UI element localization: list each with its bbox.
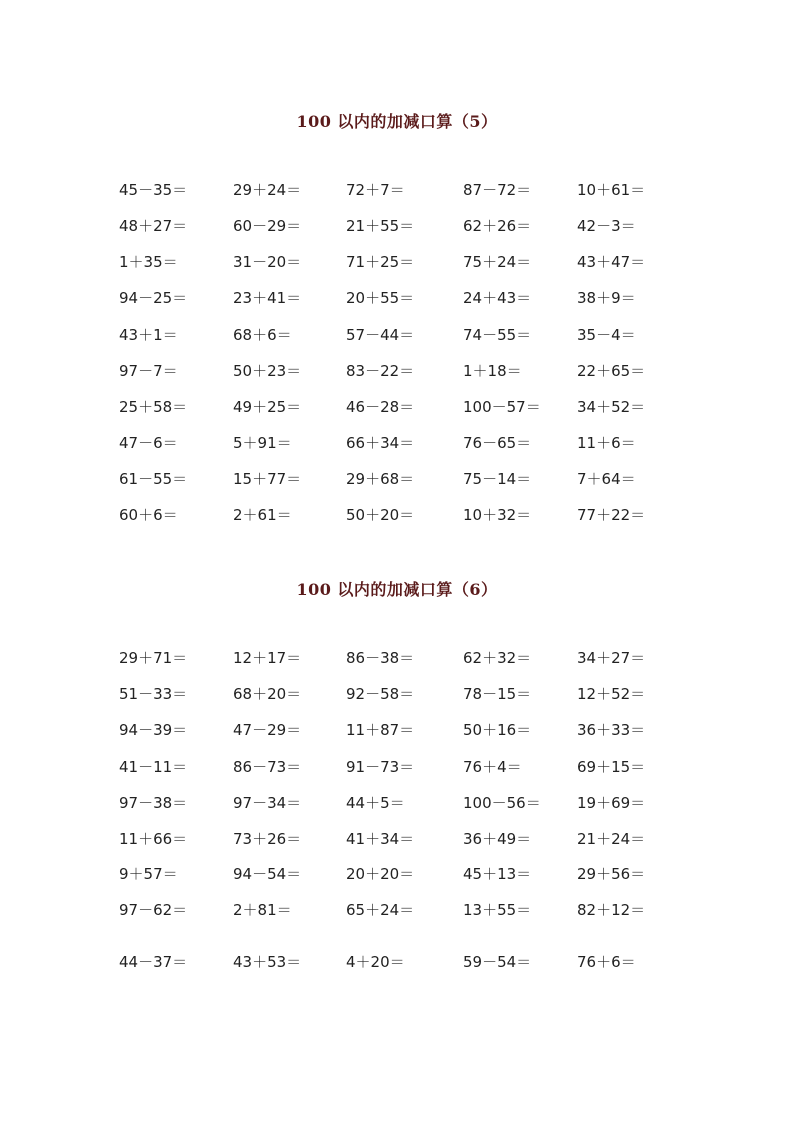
math-problem: 15＋77＝ [233,470,302,488]
math-problem: 43＋47＝ [577,253,646,271]
problem-row [119,431,679,455]
math-problem: 62＋32＝ [463,649,532,667]
math-problem: 94－54＝ [233,865,302,883]
math-problem: 48＋27＝ [119,217,188,235]
math-problem: 10＋32＝ [463,506,532,524]
math-problem: 60＋6＝ [119,506,178,524]
math-problem: 45＋13＝ [463,865,532,883]
math-problem: 29＋68＝ [346,470,415,488]
math-problem: 86－38＝ [346,649,415,667]
problem-row [119,862,679,886]
problem-row [119,359,679,383]
problem-row [119,286,679,310]
math-problem: 12＋17＝ [233,649,302,667]
problem-row [119,718,679,742]
problem-row [119,503,679,527]
math-problem: 71＋25＝ [346,253,415,271]
problem-row [119,682,679,706]
math-problem: 62＋26＝ [463,217,532,235]
math-problem: 76＋4＝ [463,758,522,776]
section-title-5: 100 以内的加减口算（5） [296,112,498,131]
math-problem: 10＋61＝ [577,181,646,199]
math-problem: 11＋66＝ [119,830,188,848]
math-problem: 68＋6＝ [233,326,292,344]
math-problem: 97－34＝ [233,794,302,812]
math-problem: 9＋57＝ [119,865,178,883]
math-problem: 22＋65＝ [577,362,646,380]
math-problem: 7＋64＝ [577,470,636,488]
math-problem: 82＋12＝ [577,901,646,919]
math-problem: 34＋52＝ [577,398,646,416]
math-problem: 4＋20＝ [346,953,405,971]
math-problem: 43＋1＝ [119,326,178,344]
math-problem: 76＋6＝ [577,953,636,971]
math-problem: 44－37＝ [119,953,188,971]
math-problem: 65＋24＝ [346,901,415,919]
math-problem: 97－62＝ [119,901,188,919]
math-problem: 41＋34＝ [346,830,415,848]
math-problem: 20＋20＝ [346,865,415,883]
problem-row [119,178,679,202]
math-problem: 76－65＝ [463,434,532,452]
problem-row [119,950,679,974]
problem-row [119,898,679,922]
math-problem: 1＋35＝ [119,253,178,271]
math-problem: 36＋49＝ [463,830,532,848]
problem-row [119,467,679,491]
math-problem: 91－73＝ [346,758,415,776]
math-problem: 2＋81＝ [233,901,292,919]
math-problem: 21＋55＝ [346,217,415,235]
math-problem: 38＋9＝ [577,289,636,307]
math-problem: 29＋71＝ [119,649,188,667]
math-problem: 100－57＝ [463,398,541,416]
math-problem: 97－7＝ [119,362,178,380]
math-problem: 66＋34＝ [346,434,415,452]
problem-row [119,646,679,670]
math-problem: 36＋33＝ [577,721,646,739]
math-problem: 97－38＝ [119,794,188,812]
math-problem: 34＋27＝ [577,649,646,667]
math-problem: 25＋58＝ [119,398,188,416]
math-problem: 2＋61＝ [233,506,292,524]
math-problem: 69＋15＝ [577,758,646,776]
math-problem: 44＋5＝ [346,794,405,812]
math-problem: 29＋24＝ [233,181,302,199]
math-problem: 21＋24＝ [577,830,646,848]
problem-row [119,755,679,779]
math-problem: 19＋69＝ [577,794,646,812]
math-problem: 78－15＝ [463,685,532,703]
math-problem: 94－39＝ [119,721,188,739]
math-problem: 75－14＝ [463,470,532,488]
math-problem: 46－28＝ [346,398,415,416]
math-problem: 72＋7＝ [346,181,405,199]
math-problem: 24＋43＝ [463,289,532,307]
math-problem: 51－33＝ [119,685,188,703]
math-problem: 1＋18＝ [463,362,522,380]
math-problem: 47－6＝ [119,434,178,452]
math-problem: 11＋6＝ [577,434,636,452]
math-problem: 20＋55＝ [346,289,415,307]
math-problem: 59－54＝ [463,953,532,971]
math-problem: 60－29＝ [233,217,302,235]
math-problem: 75＋24＝ [463,253,532,271]
math-problem: 94－25＝ [119,289,188,307]
math-problem: 50＋16＝ [463,721,532,739]
math-problem: 5＋91＝ [233,434,292,452]
math-problem: 77＋22＝ [577,506,646,524]
problem-row [119,791,679,815]
problem-row [119,250,679,274]
problem-row [119,323,679,347]
math-problem: 47－29＝ [233,721,302,739]
problem-row [119,827,679,851]
math-problem: 13＋55＝ [463,901,532,919]
math-problem: 41－11＝ [119,758,188,776]
math-problem: 50＋20＝ [346,506,415,524]
math-problem: 11＋87＝ [346,721,415,739]
math-problem: 68＋20＝ [233,685,302,703]
math-problem: 45－35＝ [119,181,188,199]
math-problem: 83－22＝ [346,362,415,380]
math-problem: 23＋41＝ [233,289,302,307]
math-problem: 57－44＝ [346,326,415,344]
math-problem: 61－55＝ [119,470,188,488]
problem-row [119,214,679,238]
problem-row [119,395,679,419]
math-problem: 42－3＝ [577,217,636,235]
section-title-6: 100 以内的加减口算（6） [296,580,498,599]
math-problem: 29＋56＝ [577,865,646,883]
math-problem: 74－55＝ [463,326,532,344]
math-problem: 35－4＝ [577,326,636,344]
math-problem: 92－58＝ [346,685,415,703]
math-problem: 49＋25＝ [233,398,302,416]
math-problem: 50＋23＝ [233,362,302,380]
math-problem: 43＋53＝ [233,953,302,971]
math-problem: 86－73＝ [233,758,302,776]
math-problem: 73＋26＝ [233,830,302,848]
math-problem: 31－20＝ [233,253,302,271]
math-problem: 100－56＝ [463,794,541,812]
math-problem: 87－72＝ [463,181,532,199]
math-problem: 12＋52＝ [577,685,646,703]
